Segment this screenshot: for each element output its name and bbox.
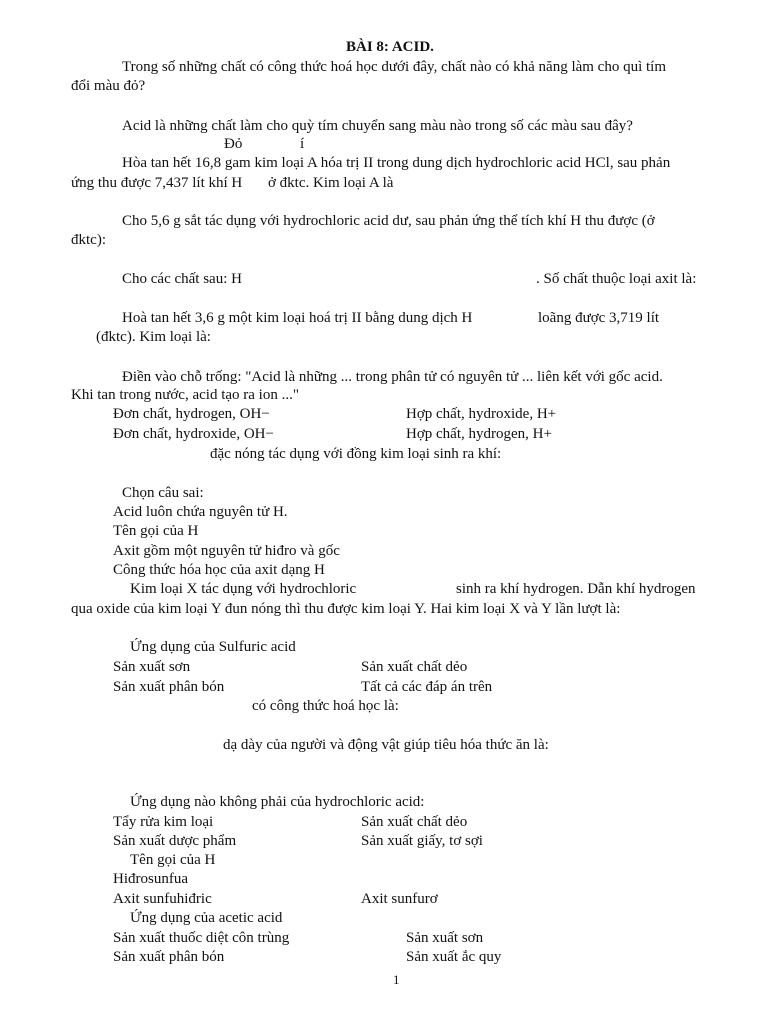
question-14-option-d: Sản xuất giấy, tơ sợi xyxy=(361,833,483,849)
question-6-line-2: (đktc). Kim loại là: xyxy=(96,329,211,345)
question-9-option-d: Công thức hóa học của axit dạng H xyxy=(113,562,325,578)
question-1-line-2: đổi màu đỏ? xyxy=(71,78,146,94)
question-2-text: Acid là những chất làm cho quỳ tím chuyển sang màu nào trong số các màu sau đây? xyxy=(122,118,633,134)
question-8-text: đặc nóng tác dụng với đồng kim loại sinh ra khí: xyxy=(210,446,502,462)
question-9-text: Chọn câu sai: xyxy=(122,485,204,501)
question-4-line-1: Cho 5,6 g sắt tác dụng với hydrochloric acid dư, sau phản ứng thể tích khí H thu được (ở xyxy=(122,213,655,229)
question-15-option-a: Hiđrosunfua xyxy=(113,871,188,887)
question-11-option-a: Sản xuất sơn xyxy=(113,659,191,675)
question-3-line-2b: ở đktc. Kim loại A là xyxy=(268,175,394,191)
question-11-option-b: Sản xuất chất dẻo xyxy=(361,659,468,675)
question-11-text: Ứng dụng của Sulfuric acid xyxy=(130,639,296,655)
question-12-text: có công thức hoá học là: xyxy=(252,698,399,714)
question-4-line-2: đktc): xyxy=(71,232,106,248)
question-7-option-b: Hợp chất, hydroxide, H+ xyxy=(406,406,557,422)
question-16-text: Ứng dụng của acetic acid xyxy=(130,910,283,926)
question-5-left: Cho các chất sau: H xyxy=(122,271,242,287)
page-number: 1 xyxy=(393,972,400,987)
question-2-option-a: Đỏ xyxy=(224,136,243,152)
question-11-option-d: Tất cả các đáp án trên xyxy=(361,679,493,695)
question-14-option-b: Sản xuất chất dẻo xyxy=(361,814,468,830)
question-16-option-a: Sản xuất thuốc diệt côn trùng xyxy=(113,930,290,946)
question-13-text: dạ dày của người và động vật giúp tiêu hóa thức ăn là: xyxy=(223,737,549,753)
question-15-option-b: Axit sunfuhiđric xyxy=(113,891,212,907)
question-10-line-1b: sinh ra khí hydrogen. Dẫn khí hydrogen xyxy=(456,581,696,597)
question-7-option-c: Đơn chất, hydroxide, OH− xyxy=(113,426,274,442)
question-14-option-c: Sản xuất dược phẩm xyxy=(113,833,237,849)
question-11-option-c: Sản xuất phân bón xyxy=(113,679,225,695)
question-15-text: Tên gọi của H xyxy=(130,852,216,868)
question-16-option-d: Sản xuất ắc quy xyxy=(406,949,502,965)
question-9-option-b: Tên gọi của H xyxy=(113,523,199,539)
question-3-line-2a: ứng thu được 7,437 lít khí H xyxy=(71,175,243,191)
question-16-option-b: Sản xuất sơn xyxy=(406,930,484,946)
question-5-right: . Số chất thuộc loại axit là: xyxy=(536,271,697,287)
question-7-option-a: Đơn chất, hydrogen, OH− xyxy=(113,406,270,422)
question-7-line-1: Điền vào chỗ trống: "Acid là những ... trong phân tử có nguyên tử ... liên kết với gốc acid. xyxy=(122,369,663,385)
question-9-option-c: Axit gồm một nguyên tử hiđro và gốc xyxy=(113,543,340,559)
question-16-option-c: Sản xuất phân bón xyxy=(113,949,225,965)
page-title: BÀI 8: ACID. xyxy=(346,39,434,55)
question-14-text: Ứng dụng nào không phải của hydrochloric acid: xyxy=(130,794,425,810)
question-10-line-2: qua oxide của kim loại Y đun nóng thì thu được kim loại Y. Hai kim loại X và Y lần lượt là: xyxy=(71,601,621,617)
question-1-line-1: Trong số những chất có công thức hoá học dưới đây, chất nào có khả năng làm cho quì tím xyxy=(122,59,667,75)
question-9-option-a: Acid luôn chứa nguyên tử H. xyxy=(113,504,288,520)
question-7-line-2: Khi tan trong nước, acid tạo ra ion ..." xyxy=(71,387,299,403)
question-15-option-c: Axit sunfurơ xyxy=(361,891,438,907)
question-2-option-b: í xyxy=(300,136,305,152)
question-14-option-a: Tẩy rửa kim loại xyxy=(113,814,214,830)
question-7-option-d: Hợp chất, hydrogen, H+ xyxy=(406,426,552,442)
question-3-line-1: Hòa tan hết 16,8 gam kim loại A hóa trị II trong dung dịch hydrochloric acid HCl, sau phản xyxy=(122,155,671,171)
question-6-line-1a: Hoà tan hết 3,6 g một kim loại hoá trị II bằng dung dịch H xyxy=(122,310,473,326)
question-10-line-1a: Kim loại X tác dụng với hydrochloric xyxy=(130,581,357,597)
question-6-line-1b: loãng được 3,719 lít xyxy=(538,310,660,326)
